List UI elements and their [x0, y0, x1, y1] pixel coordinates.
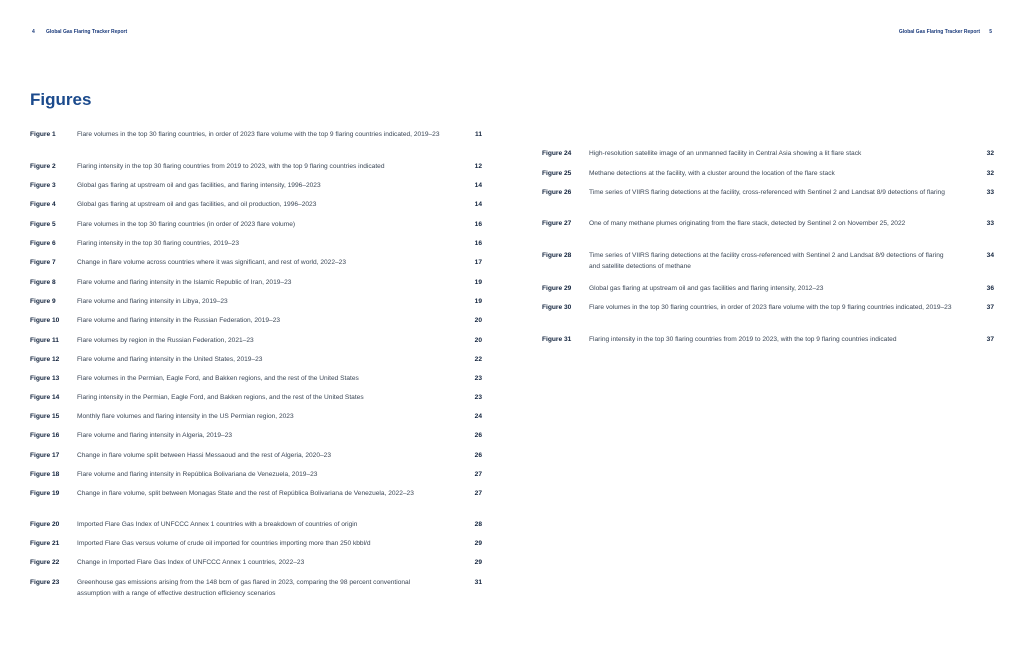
figure-caption: Greenhouse gas emissions arising from the 148 bcm of gas flared in 2023, comparing the 98 percent conventional assumption with a range of effective destruction efficiency scenarios: [77, 579, 411, 597]
figure-page-number: 29: [474, 540, 482, 547]
figure-caption: Global gas flaring at upstream oil and gas facilities, and flaring intensity, 1996–2023: [77, 182, 321, 189]
figure-page-number: 20: [474, 317, 482, 324]
figure-page-number: 24: [474, 413, 482, 420]
figure-label: Figure 25: [542, 170, 572, 177]
figure-page-number: 36: [986, 285, 994, 292]
figure-entry[interactable]: [30, 257, 482, 268]
figure-entry[interactable]: [30, 180, 482, 191]
figure-entry[interactable]: [542, 302, 994, 313]
figure-page-number: 28: [474, 521, 482, 528]
figure-caption: Flare volumes in the top 30 flaring countries, in order of 2023 flare volume with the top 9 flaring countries indicated, 2019–23: [77, 131, 440, 138]
figure-entry[interactable]: [30, 335, 482, 346]
page-number-left: 4: [32, 29, 35, 35]
figure-page-number: 14: [474, 201, 482, 208]
figure-entry[interactable]: [542, 283, 994, 294]
figure-entry[interactable]: [30, 519, 482, 530]
figure-caption: One of many methane plumes originating from the flare stack, detected by Sentinel 2 on November 25, 2022: [589, 220, 906, 227]
figure-page-number: 33: [986, 220, 994, 227]
figure-entry[interactable]: [30, 373, 482, 384]
figure-caption: Imported Flare Gas versus volume of crude oil imported for countries importing more than 250 kbbl/d: [77, 540, 371, 547]
figure-entry[interactable]: [30, 161, 482, 172]
figure-caption: Change in flare volume, split between Monagas State and the rest of República Bolivariana de Venezuela, 2022–23: [77, 490, 414, 497]
figure-label: Figure 3: [30, 182, 56, 189]
figure-page-number: 19: [474, 298, 482, 305]
figure-label: Figure 20: [30, 521, 60, 528]
figure-entry[interactable]: [30, 392, 482, 403]
figure-entry[interactable]: [542, 187, 994, 198]
figure-label: Figure 18: [30, 471, 60, 478]
figure-label: Figure 31: [542, 336, 572, 343]
figure-page-number: 19: [474, 279, 482, 286]
figure-page-number: 16: [474, 240, 482, 247]
figure-label: Figure 1: [30, 131, 56, 138]
figure-caption: Flare volumes in the top 30 flaring countries (in order of 2023 flare volume): [77, 221, 296, 228]
figure-caption: Methane detections at the facility, with a cluster around the location of the flare stack: [589, 170, 835, 177]
figure-caption: Flare volumes in the top 30 flaring countries, in order of 2023 flare volume with the top 9 flaring countries indicated, 2019–23: [589, 304, 952, 311]
figure-label: Figure 7: [30, 259, 56, 266]
figure-label: Figure 26: [542, 189, 572, 196]
figure-page-number: 20: [474, 337, 482, 344]
figure-caption: Monthly flare volumes and flaring intensity in the US Permian region, 2023: [77, 413, 294, 420]
figure-caption: Flaring intensity in the top 30 flaring countries from 2019 to 2023, with the top 9 flaring countries indicated: [589, 336, 897, 343]
figure-page-number: 22: [474, 356, 482, 363]
page-number-right: 5: [989, 29, 992, 35]
figure-caption: Change in flare volume across countries where it was significant, and rest of world, 2022–23: [77, 259, 347, 266]
figure-label: Figure 29: [542, 285, 572, 292]
figure-label: Figure 22: [30, 559, 60, 566]
figure-label: Figure 5: [30, 221, 56, 228]
figure-caption: Time series of VIIRS flaring detections at the facility, cross-referenced with Sentinel 2 and Landsat 8/9 detections of flaring: [589, 189, 945, 196]
figure-entry[interactable]: [30, 296, 482, 307]
figure-label: Figure 15: [30, 413, 60, 420]
figure-entry[interactable]: [542, 168, 994, 179]
figure-label: Figure 10: [30, 317, 60, 324]
figure-entry[interactable]: [542, 148, 994, 159]
figure-page-number: 27: [474, 490, 482, 497]
figure-label: Figure 14: [30, 394, 60, 401]
figure-label: Figure 12: [30, 356, 60, 363]
figure-caption: Flare volume and flaring intensity in the Islamic Republic of Iran, 2019–23: [77, 279, 292, 286]
figure-page-number: 31: [474, 579, 482, 586]
figure-caption: Flaring intensity in the top 30 flaring countries from 2019 to 2023, with the top 9 flaring countries indicated: [77, 163, 385, 170]
figure-entry[interactable]: [30, 315, 482, 326]
figure-caption: High-resolution satellite image of an unmanned facility in Central Asia showing a lit flare stack: [589, 150, 862, 157]
figure-page-number: 34: [986, 252, 994, 259]
figure-entry[interactable]: [30, 199, 482, 210]
figure-caption: Global gas flaring at upstream oil and gas facilities, and oil production, 1996–2023: [77, 201, 317, 208]
figure-entry[interactable]: [30, 219, 482, 230]
figure-caption: Flare volume and flaring intensity in Algeria, 2019–23: [77, 432, 233, 439]
figure-entry[interactable]: [30, 488, 482, 499]
figure-label: Figure 23: [30, 579, 60, 586]
figure-entry[interactable]: [30, 469, 482, 480]
figure-entry[interactable]: [30, 411, 482, 422]
figure-label: Figure 13: [30, 375, 60, 382]
report-title-right: Global Gas Flaring Tracker Report: [898, 29, 980, 35]
figure-caption: Global gas flaring at upstream oil and gas facilities and flaring intensity, 2012–23: [589, 285, 824, 292]
figure-page-number: 23: [474, 375, 482, 382]
figure-entry[interactable]: [30, 277, 482, 288]
figure-page-number: 27: [474, 471, 482, 478]
figure-caption: Flare volume and flaring intensity in the Russian Federation, 2019–23: [77, 317, 281, 324]
figure-entry[interactable]: [30, 129, 482, 140]
figure-label: Figure 17: [30, 452, 60, 459]
figure-page-number: 32: [986, 170, 994, 177]
figure-page-number: 37: [986, 304, 994, 311]
figure-page-number: 16: [474, 221, 482, 228]
figure-label: Figure 28: [542, 252, 572, 259]
figure-label: Figure 4: [30, 201, 56, 208]
figure-page-number: 32: [986, 150, 994, 157]
figure-page-number: 23: [474, 394, 482, 401]
figure-label: Figure 16: [30, 432, 60, 439]
figure-caption: Flare volume and flaring intensity in Libya, 2019–23: [77, 298, 228, 305]
figure-page-number: 26: [474, 432, 482, 439]
figure-entry[interactable]: [542, 218, 994, 229]
figure-entry[interactable]: [30, 450, 482, 461]
figure-page-number: 11: [475, 131, 482, 138]
figure-caption: Imported Flare Gas Index of UNFCCC Annex 1 countries with a breakdown of countries of origin: [77, 521, 358, 528]
figure-label: Figure 9: [30, 298, 56, 305]
figure-entry[interactable]: [30, 538, 482, 549]
figure-page-number: 17: [474, 259, 482, 266]
figure-label: Figure 21: [30, 540, 60, 547]
figure-entry[interactable]: [30, 238, 482, 249]
running-header-right: [899, 29, 992, 35]
running-header-left: [32, 29, 127, 35]
figure-page-number: 29: [474, 559, 482, 566]
figure-label: Figure 30: [542, 304, 572, 311]
figure-caption: Change in flare volume split between Hassi Messaoud and the rest of Algeria, 2020–23: [77, 452, 332, 459]
page-title: Figures: [30, 90, 92, 109]
right-page: [512, 0, 1024, 663]
figure-entry[interactable]: [542, 250, 994, 272]
figure-entry[interactable]: [542, 334, 994, 345]
figure-caption: Time series of VIIRS flaring detections at the facility cross-referenced with Sentinel 2 and Landsat 8/9 detections of flaring and satellite detections of methane: [589, 252, 944, 270]
figure-caption: Flaring intensity in the Permian, Eagle Ford, and Bakken regions, and the rest of the United States: [77, 394, 364, 401]
figure-label: Figure 24: [542, 150, 572, 157]
figure-entry[interactable]: [30, 557, 482, 568]
figure-page-number: 12: [474, 163, 482, 170]
figure-entry[interactable]: [30, 430, 482, 441]
figure-page-number: 26: [474, 452, 482, 459]
figure-label: Figure 19: [30, 490, 60, 497]
figure-entry[interactable]: [30, 577, 482, 599]
figure-caption: Flaring intensity in the top 30 flaring countries, 2019–23: [77, 240, 240, 247]
figure-page-number: 37: [986, 336, 994, 343]
figure-label: Figure 6: [30, 240, 56, 247]
figure-caption: Flare volumes in the Permian, Eagle Ford, and Bakken regions, and the rest of the United States: [77, 375, 359, 382]
figure-caption: Flare volume and flaring intensity in the United States, 2019–23: [77, 356, 263, 363]
figure-caption: Change in Imported Flare Gas Index of UNFCCC Annex 1 countries, 2022–23: [77, 559, 305, 566]
figure-entry[interactable]: [30, 354, 482, 365]
figure-page-number: 33: [986, 189, 994, 196]
figure-label: Figure 27: [542, 220, 572, 227]
figure-label: Figure 2: [30, 163, 56, 170]
figure-label: Figure 11: [30, 337, 59, 344]
figure-label: Figure 8: [30, 279, 56, 286]
figure-caption: Flare volumes by region in the Russian Federation, 2021–23: [77, 337, 254, 344]
figure-page-number: 14: [474, 182, 482, 189]
figure-caption: Flare volume and flaring intensity in República Bolivariana de Venezuela, 2019–23: [77, 471, 318, 478]
report-title-left: Global Gas Flaring Tracker Report: [46, 29, 128, 35]
